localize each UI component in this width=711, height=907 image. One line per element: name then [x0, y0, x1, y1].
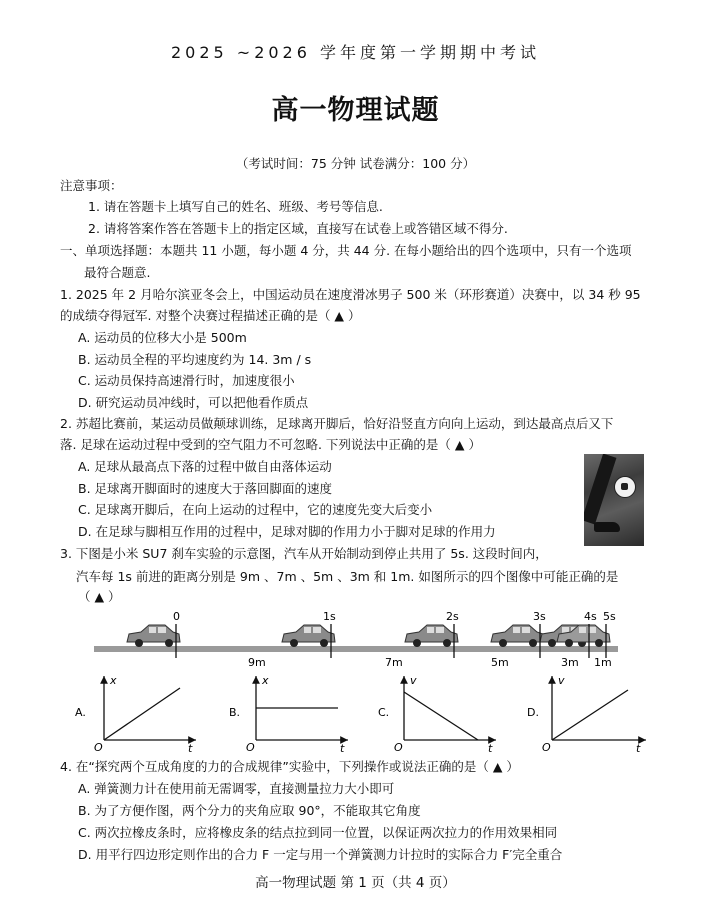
exam-info: （考试时间：75 分钟 试卷满分：100 分） — [235, 156, 476, 171]
q3-stem-cont2: （ ▲ ） — [78, 589, 121, 604]
time-label: 4s — [584, 610, 597, 623]
q1-option-a: A. 运动员的位移大小是 500m — [78, 330, 247, 345]
car-2 — [405, 625, 458, 647]
soccer-juggling-photo — [584, 454, 644, 546]
q3-stem: 3. 下图是小米 SU7 刹车实验的示意图，汽车从开始制动到停止共用了 5s. 这段时间内， — [60, 546, 548, 561]
graph-options — [0, 672, 711, 758]
time-label: 1s — [323, 610, 336, 623]
q2-option-a: A. 足球从最高点下落的过程中做自由落体运动 — [78, 459, 332, 474]
car-3 — [491, 625, 544, 647]
time-label: 3s — [533, 610, 546, 623]
x-axis-label: t — [488, 742, 493, 755]
q4-stem: 4. 在“探究两个互成角度的力的合成规律”实验中，下列操作或说法正确的是（ ▲ ） — [60, 759, 519, 774]
exam-header: 2025 ~2026 学年度第一学期期中考试 — [170, 43, 541, 62]
time-label: 5s — [603, 610, 616, 623]
y-axis-label: v — [410, 674, 417, 687]
section-heading: 一、单项选择题：本题共 11 小题，每小题 4 分，共 44 分. 在每小题给出的四个选项中，只有一个选项 — [60, 243, 632, 258]
graph-line — [404, 692, 478, 740]
x-axis-label: t — [340, 742, 345, 755]
time-label: 2s — [446, 610, 459, 623]
notice-title: 注意事项： — [60, 178, 123, 193]
graph-option-label: A. — [75, 706, 86, 719]
graph-a — [75, 674, 196, 755]
notice-item: 2. 请将答案作答在答题卡上的指定区域，直接写在试卷上或答错区域不得分. — [88, 221, 508, 236]
notice-item: 1. 请在答题卡上填写自己的姓名、班级、考号等信息. — [88, 199, 383, 214]
page-title: 高一物理试题 — [271, 95, 440, 126]
graph-b — [229, 674, 348, 755]
q1-option-c: C. 运动员保持高速滑行时，加速度很小 — [78, 373, 295, 388]
q2-option-d: D. 在足球与脚相互作用的过程中，足球对脚的作用力小于脚对足球的作用力 — [78, 524, 496, 539]
q1-stem: 1. 2025 年 2 月哈尔滨亚冬会上，中国运动员在速度滑冰男子 500 米（环形赛道）决赛中，以 34 秒 95 — [60, 287, 641, 302]
time-label: 0 — [173, 610, 180, 623]
distance-label: 5m — [491, 656, 509, 669]
distance-label: 3m — [561, 656, 579, 669]
q2-option-c: C. 足球离开脚后，在向上运动的过程中，它的速度先变大后变小 — [78, 502, 433, 517]
graph-line — [104, 688, 180, 740]
car-1 — [282, 625, 335, 647]
q2-option-b: B. 足球离开脚面时的速度大于落回脚面的速度 — [78, 481, 333, 496]
q1-option-d: D. 研究运动员冲线时，可以把他看作质点 — [78, 395, 309, 410]
x-axis-label: t — [636, 742, 641, 755]
car-positions — [127, 625, 610, 647]
origin-label: O — [394, 741, 403, 754]
section-heading-cont: 最符合题意. — [84, 265, 151, 280]
q4-option-d: D. 用平行四边形定则作出的合力 F 一定与用一个弹簧测力计拉时的实际合力 F′完全重合 — [78, 847, 563, 862]
origin-label: O — [94, 741, 103, 754]
soccer-ball-icon — [614, 476, 636, 498]
q2-stem-cont: 落. 足球在运动过程中受到的空气阻力不可忽略. 下列说法中正确的是（ ▲ ） — [60, 437, 481, 452]
q4-option-c: C. 两次拉橡皮条时，应将橡皮条的结点拉到同一位置，以保证两次拉力的作用效果相同 — [78, 825, 558, 840]
q1-stem-cont: 的成绩夺得冠军. 对整个决赛过程描述正确的是（ ▲ ） — [60, 308, 361, 323]
q1-option-b: B. 运动员全程的平均速度约为 14. 3m / s — [78, 352, 312, 367]
q2-stem: 2. 苏超比赛前，某运动员做颠球训练，足球离开脚后，恰好沿竖直方向向上运动，到达最高点后又下 — [60, 416, 614, 431]
y-axis-label: x — [262, 674, 269, 687]
x-axis-label: t — [188, 742, 193, 755]
braking-diagram — [0, 600, 711, 675]
graph-option-label: D. — [527, 706, 539, 719]
distance-label: 7m — [385, 656, 403, 669]
y-axis-label: v — [558, 674, 565, 687]
page-footer: 高一物理试题 第 1 页（共 4 页） — [255, 875, 456, 891]
q4-option-a: A. 弹簧测力计在使用前无需调零，直接测量拉力大小即可 — [78, 781, 395, 796]
graph-c — [378, 674, 496, 755]
graph-option-label: B. — [229, 706, 241, 719]
leg-shape — [584, 454, 616, 524]
y-axis-label: x — [110, 674, 117, 687]
q4-option-b: B. 为了方便作图，两个分力的夹角应取 90°，不能取其它角度 — [78, 803, 421, 818]
graph-d — [527, 674, 646, 755]
origin-label: O — [542, 741, 551, 754]
q3-stem-cont: 汽车每 1s 前进的距离分别是 9m 、7m 、5m 、3m 和 1m. 如图所示的四个图像中可能正确的是 — [76, 569, 619, 584]
graph-line — [552, 690, 628, 740]
distance-label: 1m — [594, 656, 612, 669]
shoe-shape — [594, 522, 620, 532]
graph-option-label: C. — [378, 706, 390, 719]
origin-label: O — [246, 741, 255, 754]
car-0 — [127, 625, 180, 647]
distance-label: 9m — [248, 656, 266, 669]
